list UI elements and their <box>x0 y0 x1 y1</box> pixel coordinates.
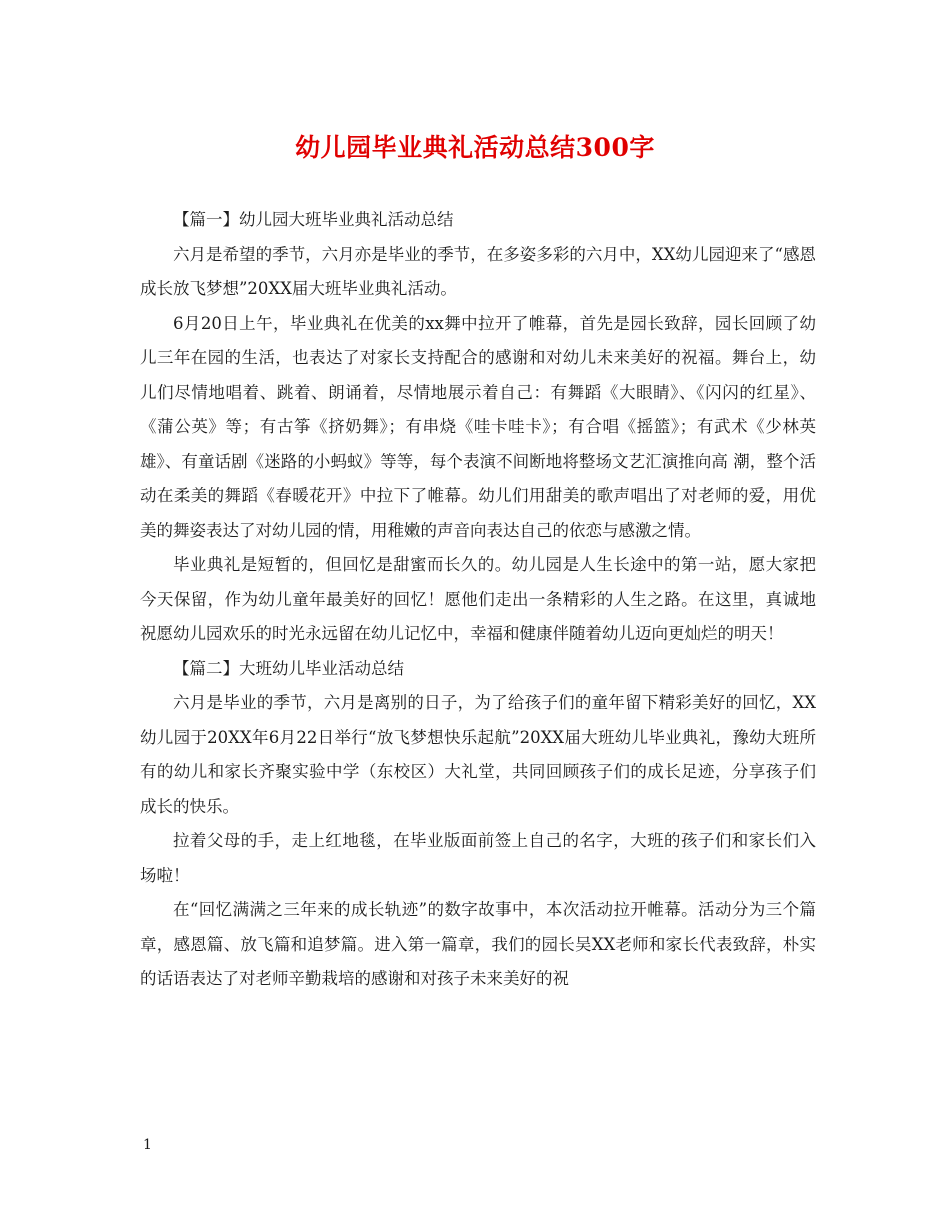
paragraph: 拉着父母的手，走上红地毯，在毕业版面前签上自己的名字，大班的孩子们和家长们入场啦！ <box>140 831 816 885</box>
section-heading-1: 【篇一】幼儿园大班毕业典礼活动总结 <box>173 210 454 229</box>
document-title: 幼儿园毕业典礼活动总结300字 <box>295 133 655 162</box>
section-heading-2: 【篇二】大班幼儿毕业活动总结 <box>173 658 404 678</box>
paragraph: 六月是希望的季节，六月亦是毕业的季节，在多姿多彩的六月中，XX幼儿园迎来了“感恩成长放飞梦想”20XX届大班毕业典礼活动。 <box>140 244 816 298</box>
paragraph: 六月是毕业的季节，六月是离别的日子，为了给孩子们的童年留下精彩美好的回忆，XX幼儿园于20XX年6月22日举行“放飞梦想快乐起航”20XX届大班幼儿毕业典礼，豫幼大班所有的幼儿和家长齐聚实验中学（东校区）大礼堂，共同回顾孩子们的成长足迹，分享孩子们成长的快乐。 <box>140 693 816 816</box>
paragraph: 6月20日上午，毕业典礼在优美的xx舞中拉开了帷幕，首先是园长致辞，园长回顾了幼儿三年在园的生活，也表达了对家长支持配合的感谢和对幼儿未来美好的祝福。舞台上，幼儿们尽情地唱着、跳着、朗诵着，尽情地展示着自己：有舞蹈《大眼睛》、《闪闪的红星》、《蒲公英》等；有古筝《挤奶舞》；有串烧《哇卡哇卡》；有合唱《摇篮》；有武术《少林英雄》、有童话剧《迷路的小蚂蚁》等等，每个表演不间断地将整场文艺汇演推向高 潮，整个活动在柔美的舞蹈《春暖花开》中拉下了帷幕。幼儿们用甜美的歌声唱出了对老师的爱，用优美的舞姿表达了对幼儿园的情，用稚嫩的声音向表达自己的依恋与感激之情。 <box>140 313 816 540</box>
paragraph: 在“回忆满满之三年来的成长轨迹”的数字故事中，本次活动拉开帷幕。活动分为三个篇章，感恩篇、放飞篇和追梦篇。进入第一篇章，我们的园长吴XX老师和家长代表致辞，朴实的话语表达了对老师辛勤栽培的感谢和对孩子未来美好的祝 <box>140 900 816 988</box>
paragraph: 毕业典礼是短暂的，但回忆是甜蜜而长久的。幼儿园是人生长途中的第一站，愿大家把今天保留，作为幼儿童年最美好的回忆！愿他们走出一条精彩的人生之路。在这里，真诚地祝愿幼儿园欢乐的时光永远留在幼儿记忆中，幸福和健康伴随着幼儿迈向更灿烂的明天！ <box>140 555 816 643</box>
document-body <box>140 203 816 997</box>
page-number: 1 <box>143 1137 152 1153</box>
